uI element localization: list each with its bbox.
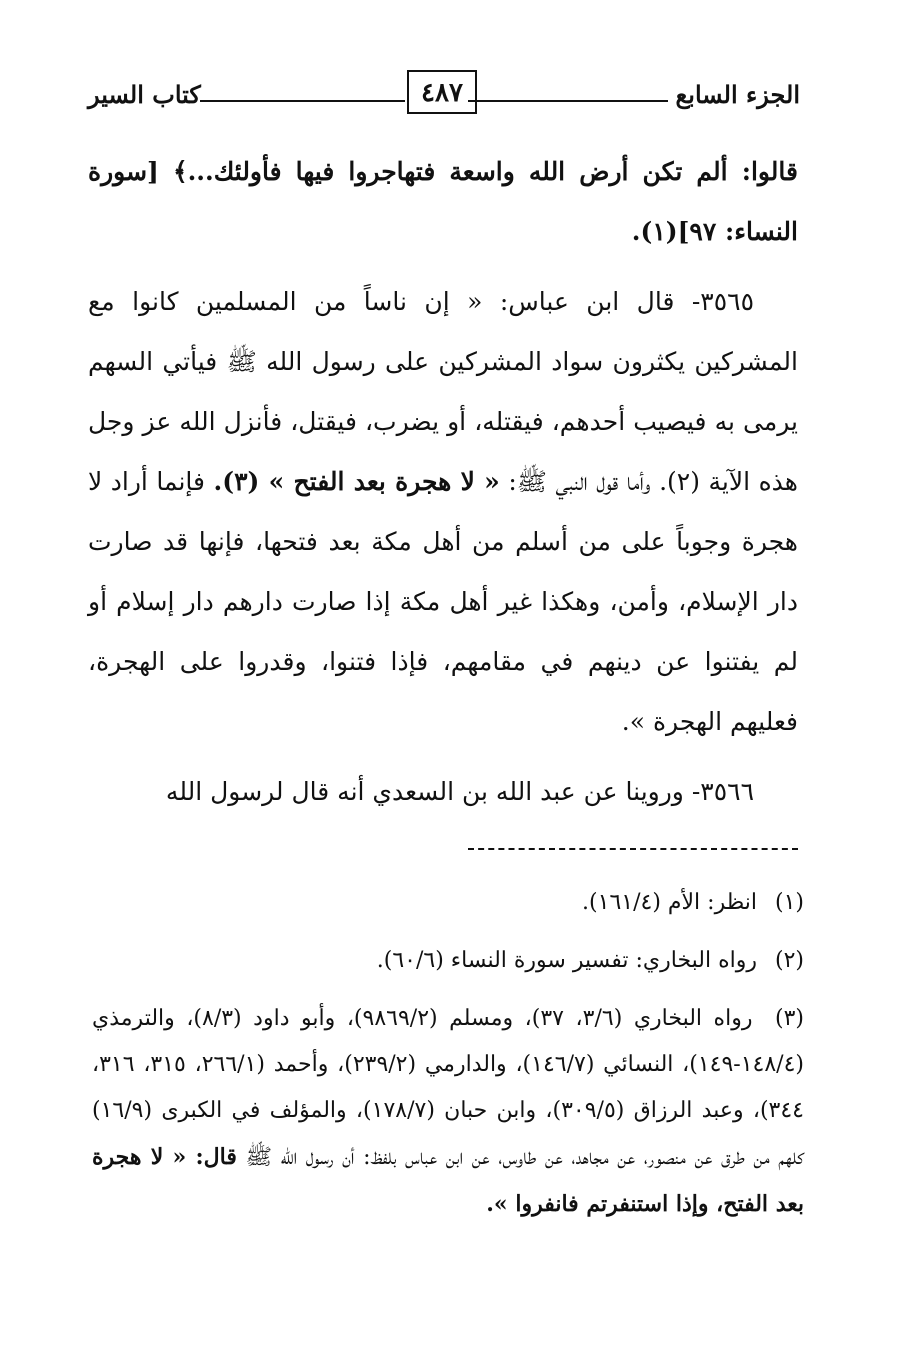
- page-number: ٤٨٧: [407, 70, 477, 114]
- header-rule-right: [468, 100, 668, 102]
- verse-text: قالوا: ألم تكن أرض الله واسعة فتهاجروا فيها فأولئك...﴾ [سورة النساء: ٩٧](١).: [88, 157, 798, 246]
- footnote-text-end: قال: « لا هجرة بعد الفتح، وإذا استنفرتم فانفروا ».: [92, 1144, 804, 1217]
- hadith-quote: « لا هجرة بعد الفتح » (٣).: [213, 467, 500, 496]
- footnote-1: [92, 880, 804, 926]
- footnote-text: رواه البخاري: تفسير سورة النساء (٦٠/٦).: [376, 948, 757, 973]
- book-title: كتاب السير: [88, 80, 201, 109]
- volume-title: الجزء السابع: [675, 80, 800, 109]
- footnotes: [92, 880, 804, 1240]
- paragraph-verse: [88, 142, 798, 262]
- footnote-number: (٣): [774, 1006, 804, 1031]
- footnote-text: انظر: الأم (١٦١/٤).: [582, 890, 757, 915]
- footnote-3: [92, 996, 804, 1228]
- footnote-2: [92, 938, 804, 984]
- header-rule-left: [200, 100, 405, 102]
- paragraph-3566: [88, 762, 798, 822]
- hadith-3566-text: ٣٥٦٦- وروينا عن عبد الله بن السعدي أنه قال لرسول الله: [165, 777, 754, 806]
- paragraph-3565: [88, 272, 798, 752]
- footnote-number: (٢): [774, 948, 804, 973]
- hadith-3565-text: ٣٥٦٥- قال ابن عباس: « إن ناساً من المسلمين كانوا مع المشركين يكثرون سواد المشركين على رسول الله ﷺ فيأتي السهم يرمى به فيصيب أحدهم، فيقتله، أو يضرب، فيقتل، فأنزل الله عز وجل هذه الآية (٢). وأما قول النبي ﷺ:: [88, 287, 798, 496]
- footnote-separator: [468, 848, 798, 850]
- footnote-number: (١): [774, 890, 804, 915]
- main-text: [88, 142, 798, 822]
- hadith-3565-rest: فإنما أراد لا هجرة وجوباً على من أسلم من أهل مكة بعد فتحها، فإنها قد صارت دار الإسلام، وأمن، وهكذا غير أهل مكة إذا صارت دارهم دار إسلام أو لم يفتنوا عن دينهم في مقامهم، فإذا فتنوا، وقدروا على الهجرة، فعليهم الهجرة ».: [88, 467, 798, 736]
- page-header: [88, 70, 800, 122]
- footnote-text: رواه البخاري (٣/٦، ٣٧)، ومسلم (٩٨٦٩/٢)، وأبو داود (٨/٣)، والترمذي (١٤٨/٤-١٤٩)، النسائي (١٤٦/٧)، والدارمي (٢٣٩/٢)، وأحمد (٢٦٦/١، ٣١٥، ٣١٦، ٣٤٤)، وعبد الرزاق (٣٠٩/٥)، وابن حبان (١٧٨/٧)، والمؤلف في الكبرى (١٦/٩) كلهم من طرق عن منصور، عن مجاهد، عن طاوس، عن ابن عباس بلفظ: أن رسول الله ﷺ: [92, 1006, 805, 1170]
